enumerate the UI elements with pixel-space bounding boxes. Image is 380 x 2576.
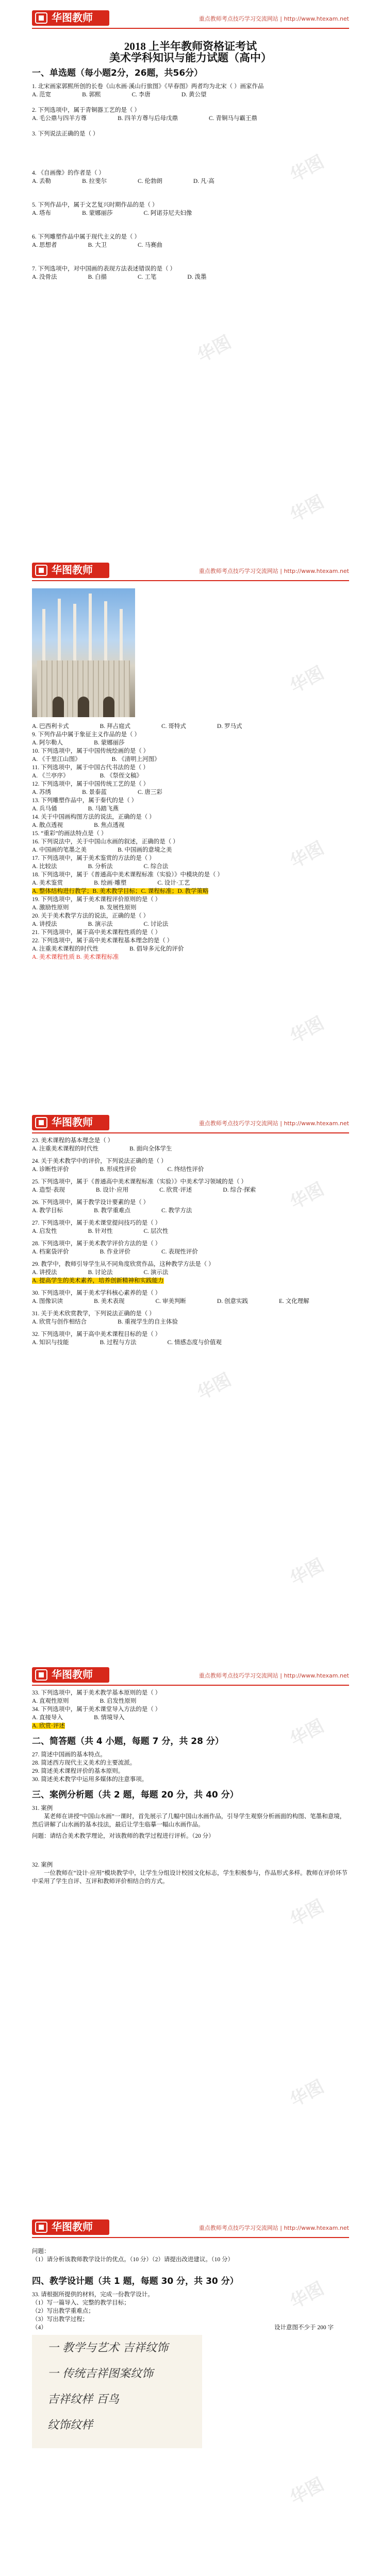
question-line: 24. 关于美术教学中的评价，下列说法正确的是（ ） (32, 1158, 167, 1164)
page-header (32, 1667, 349, 1686)
options: A. 诊断性评价 B. 形成性评价 C. 终结性评价 (32, 1166, 204, 1173)
question: 30. 简述美术教学中运用多媒体的注意事项。 (32, 1776, 148, 1783)
page-4 (0, 1657, 380, 2203)
page-header (32, 563, 349, 581)
cathedral-photo (32, 588, 135, 717)
option: A. 巴西利卡式 (32, 723, 69, 730)
highlighted-answer: A. 整体结构进行教学；B. 美术教学目标；C. 课程标准；D. 教学策略 (32, 888, 209, 894)
option: C. 李唐 (131, 92, 151, 98)
options: A. 知识与技能 B. 过程与方法 C. 情感态度与价值观 (32, 1340, 222, 1346)
options: A. 档案袋评价 B. 作业评价 C. 表现性评价 (32, 1249, 198, 1255)
page-4-content (32, 1689, 349, 1886)
question-line: 14. 关于中国画构图方法的说法，正确的是（ ） (32, 814, 155, 820)
header-slogan: 重点教师考点技巧学习交流网站 | http://www.htexam.net (199, 2225, 349, 2231)
question: 27. 简述中国画的基本特点。 (32, 1752, 106, 1758)
option: B. 拉斐尔 (82, 178, 107, 184)
question: 4. 《自画像》的作者是（ ） (32, 170, 105, 176)
question: 5. 下列作品中，属于文艺复兴时期作品的是（ ） (32, 202, 158, 208)
section-heading: 一、单选题（每小题2分，26题，共56分） (32, 68, 203, 78)
question: 2. 下列选项中，属于青铜器工艺的是（ ） (32, 107, 140, 113)
page-gap (0, 1651, 380, 1657)
requirement: （2）写出教学重难点； (32, 2308, 94, 2314)
options: A. 注重美术课程的时代性 B. 面向全体学生 (32, 1146, 172, 1152)
page-gap (0, 1098, 380, 1105)
options: A. 直观性原则 B. 启发性原则 (32, 1698, 137, 1704)
handwritten-line: 纹饰纹样 (47, 2419, 93, 2432)
brand-logo: 华图教师 (32, 10, 109, 26)
header-rule (32, 28, 349, 29)
options (32, 722, 349, 731)
requirement: （1）写一篇导入、完整的教学目标； (32, 2300, 130, 2306)
options: A. 启发性 B. 针对性 C. 层次性 (32, 1228, 169, 1234)
options: A. 《千里江山图》 B. 《清明上河图》 (32, 756, 160, 762)
section-heading: 二、简答题（共 4 小题，每题 7 分，共 28 分） (32, 1736, 224, 1747)
question-line: 15. “重彩”的画法特点是（ ） (32, 831, 107, 837)
option: B. 郭熙 (82, 92, 101, 98)
option: A. 没骨法 (32, 274, 57, 280)
question-line: 10. 下列选项中，属于中国传统绘画的是（ ） (32, 748, 150, 754)
question-line: 13. 下列雕塑作品中，属于秦代的是（ ） (32, 798, 138, 804)
option: A. 思想者 (32, 242, 57, 248)
header-rule (32, 2237, 349, 2238)
option: B. 四羊方尊与后母戊鼎 (118, 115, 178, 122)
options: A. 《兰亭序》 B. 《祭侄文稿》 (32, 773, 142, 779)
question-line: 16. 下列说法中，关于中国山水画的叙述，正确的是（ ） (32, 839, 179, 845)
question: 6. 下列雕塑作品中属于现代主义的是（ ） (32, 234, 140, 240)
question: 29. 简述美术课程评价的基本原则。 (32, 1768, 124, 1774)
requirement-with-note: （4） 设计意图不少于 200 字 (32, 2325, 334, 2331)
question-line: 30. 下列选项中，属于美术学科核心素养的是（ ） (32, 1290, 161, 1296)
option: B. 白描 (88, 274, 107, 280)
logo-mark-icon (35, 12, 47, 24)
question-line: 19. 下列选项中，属于美术课程评价原则的是（ ） (32, 896, 161, 903)
options: A. 比较法 B. 分析法 C. 综合法 (32, 863, 169, 870)
section-heading: 四、教学设计题（共 1 题，每题 30 分，共 30 分） (32, 2276, 239, 2286)
page-header (32, 1115, 349, 1133)
page-header (32, 10, 349, 29)
header-rule (32, 580, 349, 581)
handwritten-line: 一 教学与艺术 吉祥纹饰 (47, 2342, 168, 2354)
options: A. 讲授法 B. 演示法 C. 讨论法 (32, 921, 169, 927)
watermark: 华图 (287, 1012, 328, 1048)
case-text: 某老师在讲授“中国山水画”一课时，首先展示了几幅中国山水画作品，引导学生观察分析画面的构图、笔墨和意境，然后讲解了山水画的基本技法，最后让学生临摹一幅山水画作品。 (32, 1814, 346, 1828)
watermark: 华图 (287, 2076, 328, 2111)
logo-mark-icon (35, 2222, 47, 2233)
question: 1. 北宋画家郭熙所创的长卷《山水画·溪山行旅图》《早春图》两者均为北宋（ ）画家作品 (32, 83, 264, 90)
question-line: 12. 下列选项中，属于中国传统工艺的是（ ） (32, 781, 150, 787)
header-slogan: 重点教师考点技巧学习交流网站 | http://www.htexam.net (199, 1672, 349, 1679)
options (32, 273, 349, 281)
case-heading: 31. 案例 (32, 1805, 53, 1811)
watermark: 华图 (287, 2473, 328, 2509)
page-2 (0, 552, 380, 1098)
options (32, 114, 349, 123)
question-line: 17. 下列选项中，属于美术鉴赏的方法的是（ ） (32, 855, 155, 861)
option: D. 黄公望 (181, 92, 207, 98)
options: A. 阿尔勒人 B. 蒙娜丽莎 (32, 740, 125, 746)
page-5 (0, 2209, 380, 2576)
case-heading: 32. 案例 (32, 1862, 53, 1868)
options: A. 图像识读 B. 美术表现 C. 审美判断 D. 创意实践 E. 文化理解 (32, 1298, 309, 1304)
exam-title: 2018 上半年教师资格证考试 (124, 40, 257, 53)
page-5-content (32, 2241, 349, 2448)
option: A. 范宽 (32, 92, 52, 98)
watermark: 华图 (287, 491, 328, 527)
requirement: （3）写出教学过程； (32, 2316, 89, 2323)
options: A. 激励性原则 B. 发展性原则 (32, 905, 137, 911)
question-line: 29. 教学中，教师引导学生从不同角度欣赏作品，这种教学方法是（ ） (32, 1261, 214, 1267)
logo-mark-icon (35, 565, 47, 576)
option: A. 丢勒 (32, 178, 52, 184)
options: A. 中国画的笔墨之美 B. 中国画的意境之美 (32, 847, 172, 853)
question: 28. 简述西方现代主义美术的主要流派。 (32, 1760, 136, 1766)
question: 3. 下列说法正确的是（ ） (32, 131, 99, 137)
page-3-content (32, 1137, 349, 1347)
header-slogan: 重点教师考点技巧学习交流网站 | http://www.htexam.net (199, 1120, 349, 1127)
question-line: 18. 下列选项中，属于《普通高中美术课程标准（实验）》中模块的是（ ） (32, 872, 223, 878)
options: A. 美术鉴赏 B. 绘画·雕塑 C. 设计·工艺 (32, 880, 190, 886)
question-line: （1）请分析该教师教学设计的优点。（10 分）（2）请提出改进建议。（10 分） (32, 2257, 234, 2263)
option: C. 阿诺芬尼夫妇像 (143, 210, 192, 216)
option: C. 工笔 (137, 274, 157, 280)
page-1-content (32, 32, 349, 281)
logo-mark-icon (35, 1669, 47, 1681)
header-slogan: 重点教师考点技巧学习交流网站 | http://www.htexam.net (199, 568, 349, 574)
options (32, 91, 349, 99)
brand-logo: 华图教师 (32, 1667, 109, 1683)
case-question: 问题：请结合美术教学理论，对该教师的教学过程进行评析。（20 分） (32, 1833, 214, 1839)
question-line: 23. 美术课程的基本理念是（ ） (32, 1138, 114, 1144)
watermark: 华图 (194, 331, 235, 367)
question-line: 31. 关于美术欣赏教学，下列说法正确的是（ ） (32, 1311, 155, 1317)
option: D. 凡·高 (193, 178, 214, 184)
header-rule (32, 1132, 349, 1133)
page-3 (0, 1105, 380, 1651)
case-text: 一位教师在“设计·应用”模块教学中，让学生分组设计校园文化标志，学生积极参与，作品形式多样。教师在评价环节中采用了学生自评、互评和教师评价相结合的方式。 (32, 1870, 348, 1885)
watermark: 华图 (287, 1554, 328, 1590)
brand-logo: 华图教师 (32, 2219, 109, 2235)
option: B. 拜占庭式 (100, 723, 130, 730)
options (32, 241, 349, 249)
options: A. 讲授法 B. 讨论法 C. 演示法 (32, 1269, 169, 1276)
watermark: 华图 (287, 151, 328, 187)
question: 7. 下列选项中，对中国画的表现方法表述错误的是（ ） (32, 266, 176, 272)
question-line: 33. 下列选项中，属于美术教学基本原则的是（ ） (32, 1690, 161, 1696)
option: A. 塔布 (32, 210, 52, 216)
option: C. 哥特式 (161, 723, 186, 730)
options: A. 散点透视 B. 焦点透视 (32, 822, 125, 828)
handwritten-line: 吉祥纹样 百鸟 (47, 2393, 119, 2406)
brand-logo: 华图教师 (32, 563, 109, 578)
page-2-content (32, 584, 349, 961)
options: A. 直接导入 B. 情境导入 (32, 1715, 125, 1721)
options (32, 209, 349, 217)
red-answer: A. 美术课程性质 B. 美术课程标准 (32, 954, 119, 960)
section-heading: 三、案例分析题（共 2 题，每题 20 分，共 40 分） (32, 1790, 239, 1800)
question-line: 34. 下列选项中，属于美术课堂导入方法的是（ ） (32, 1706, 161, 1713)
question-line: 21. 下列选项中，属于高中美术课程性质的是（ ） (32, 929, 161, 936)
options: A. 兵马俑 B. 马踏飞燕 (32, 806, 119, 812)
option: B. 大卫 (88, 242, 107, 248)
page-gap (0, 2203, 380, 2209)
option: D. 罗马式 (217, 723, 242, 730)
header-rule (32, 1685, 349, 1686)
option: C. 伦勃朗 (137, 178, 162, 184)
option: C. 马赛曲 (137, 242, 162, 248)
options (32, 177, 349, 185)
question-line: 9. 下列作品中属于象征主义作品的是（ ） (32, 732, 140, 738)
question-line: 26. 下列选项中，属于教学设计要素的是（ ） (32, 1199, 150, 1206)
watermark: 华图 (287, 1895, 328, 1931)
question-line: 11. 下列选项中，属于中国古代书法的是（ ） (32, 765, 149, 771)
question-label: 问题： (32, 2248, 50, 2255)
watermark: 华图 (194, 1369, 235, 1404)
question-line: 32. 下列选项中，属于高中美术课程目标的是（ ） (32, 1331, 161, 1337)
watermark: 华图 (287, 662, 328, 698)
option: D. 泼墨 (187, 274, 207, 280)
options: A. 教学目标 B. 教学重难点 C. 教学方法 (32, 1208, 192, 1214)
brand-logo: 华图教师 (32, 1115, 109, 1130)
question-line: 25. 下列选项中，属于《普通高中美术课程标准（实验）》中美术学习领域的是（ ） (32, 1179, 247, 1185)
question-line: 20. 关于美术教学方法的说法，正确的是（ ） (32, 913, 150, 919)
page-gap (0, 546, 380, 552)
exam-subtitle: 美术学科知识与能力试题（高中） (109, 52, 272, 64)
logo-mark-icon (35, 1117, 47, 1128)
page-1 (0, 0, 380, 546)
design-note: 设计意图不少于 200 字 (274, 2325, 334, 2331)
highlighted-answer: A. 欣赏·评述 (32, 1723, 65, 1729)
options: A. 苏绣 B. 景泰蓝 C. 唐三彩 (32, 789, 162, 795)
watermark: 华图 (287, 2278, 328, 2313)
page-header (32, 2219, 349, 2238)
watermark: 华图 (287, 1178, 328, 1214)
task-line: 33. 请根据所提供的材料，完成一份教学设计。 (32, 2292, 154, 2298)
watermark: 华图 (287, 837, 328, 873)
option: B. 蒙娜丽莎 (82, 210, 113, 216)
handwritten-material (32, 2335, 202, 2448)
header-slogan: 重点教师考点技巧学习交流网站 | http://www.htexam.net (199, 15, 349, 22)
question-line: 22. 下列选项中，属于高中美术课程基本理念的是（ ） (32, 938, 173, 944)
question-line: 27. 下列选项中，属于美术课堂提问技巧的是（ ） (32, 1220, 161, 1226)
options: A. 注重美术课程的时代性 B. 倡导多元化的评价 (32, 946, 184, 952)
option: C. 青铜马与霸王鼎 (208, 115, 257, 122)
options: A. 欣赏与创作相结合 B. 重视学生的自主体验 (32, 1319, 178, 1325)
option: A. 毛公鼎与四羊方尊 (32, 115, 87, 122)
handwritten-line: 一 传统吉祥图案纹饰 (47, 2367, 153, 2380)
watermark: 华图 (287, 1715, 328, 1751)
options: A. 造型·表现 B. 设计·应用 C. 欣赏·评述 D. 综合·探索 (32, 1187, 256, 1193)
question-line: 28. 下列选项中，属于美术教学评价方法的是（ ） (32, 1241, 161, 1247)
highlighted-answer: A. 提高学生的美术素养，培养创新精神和实践能力 (32, 1278, 164, 1284)
